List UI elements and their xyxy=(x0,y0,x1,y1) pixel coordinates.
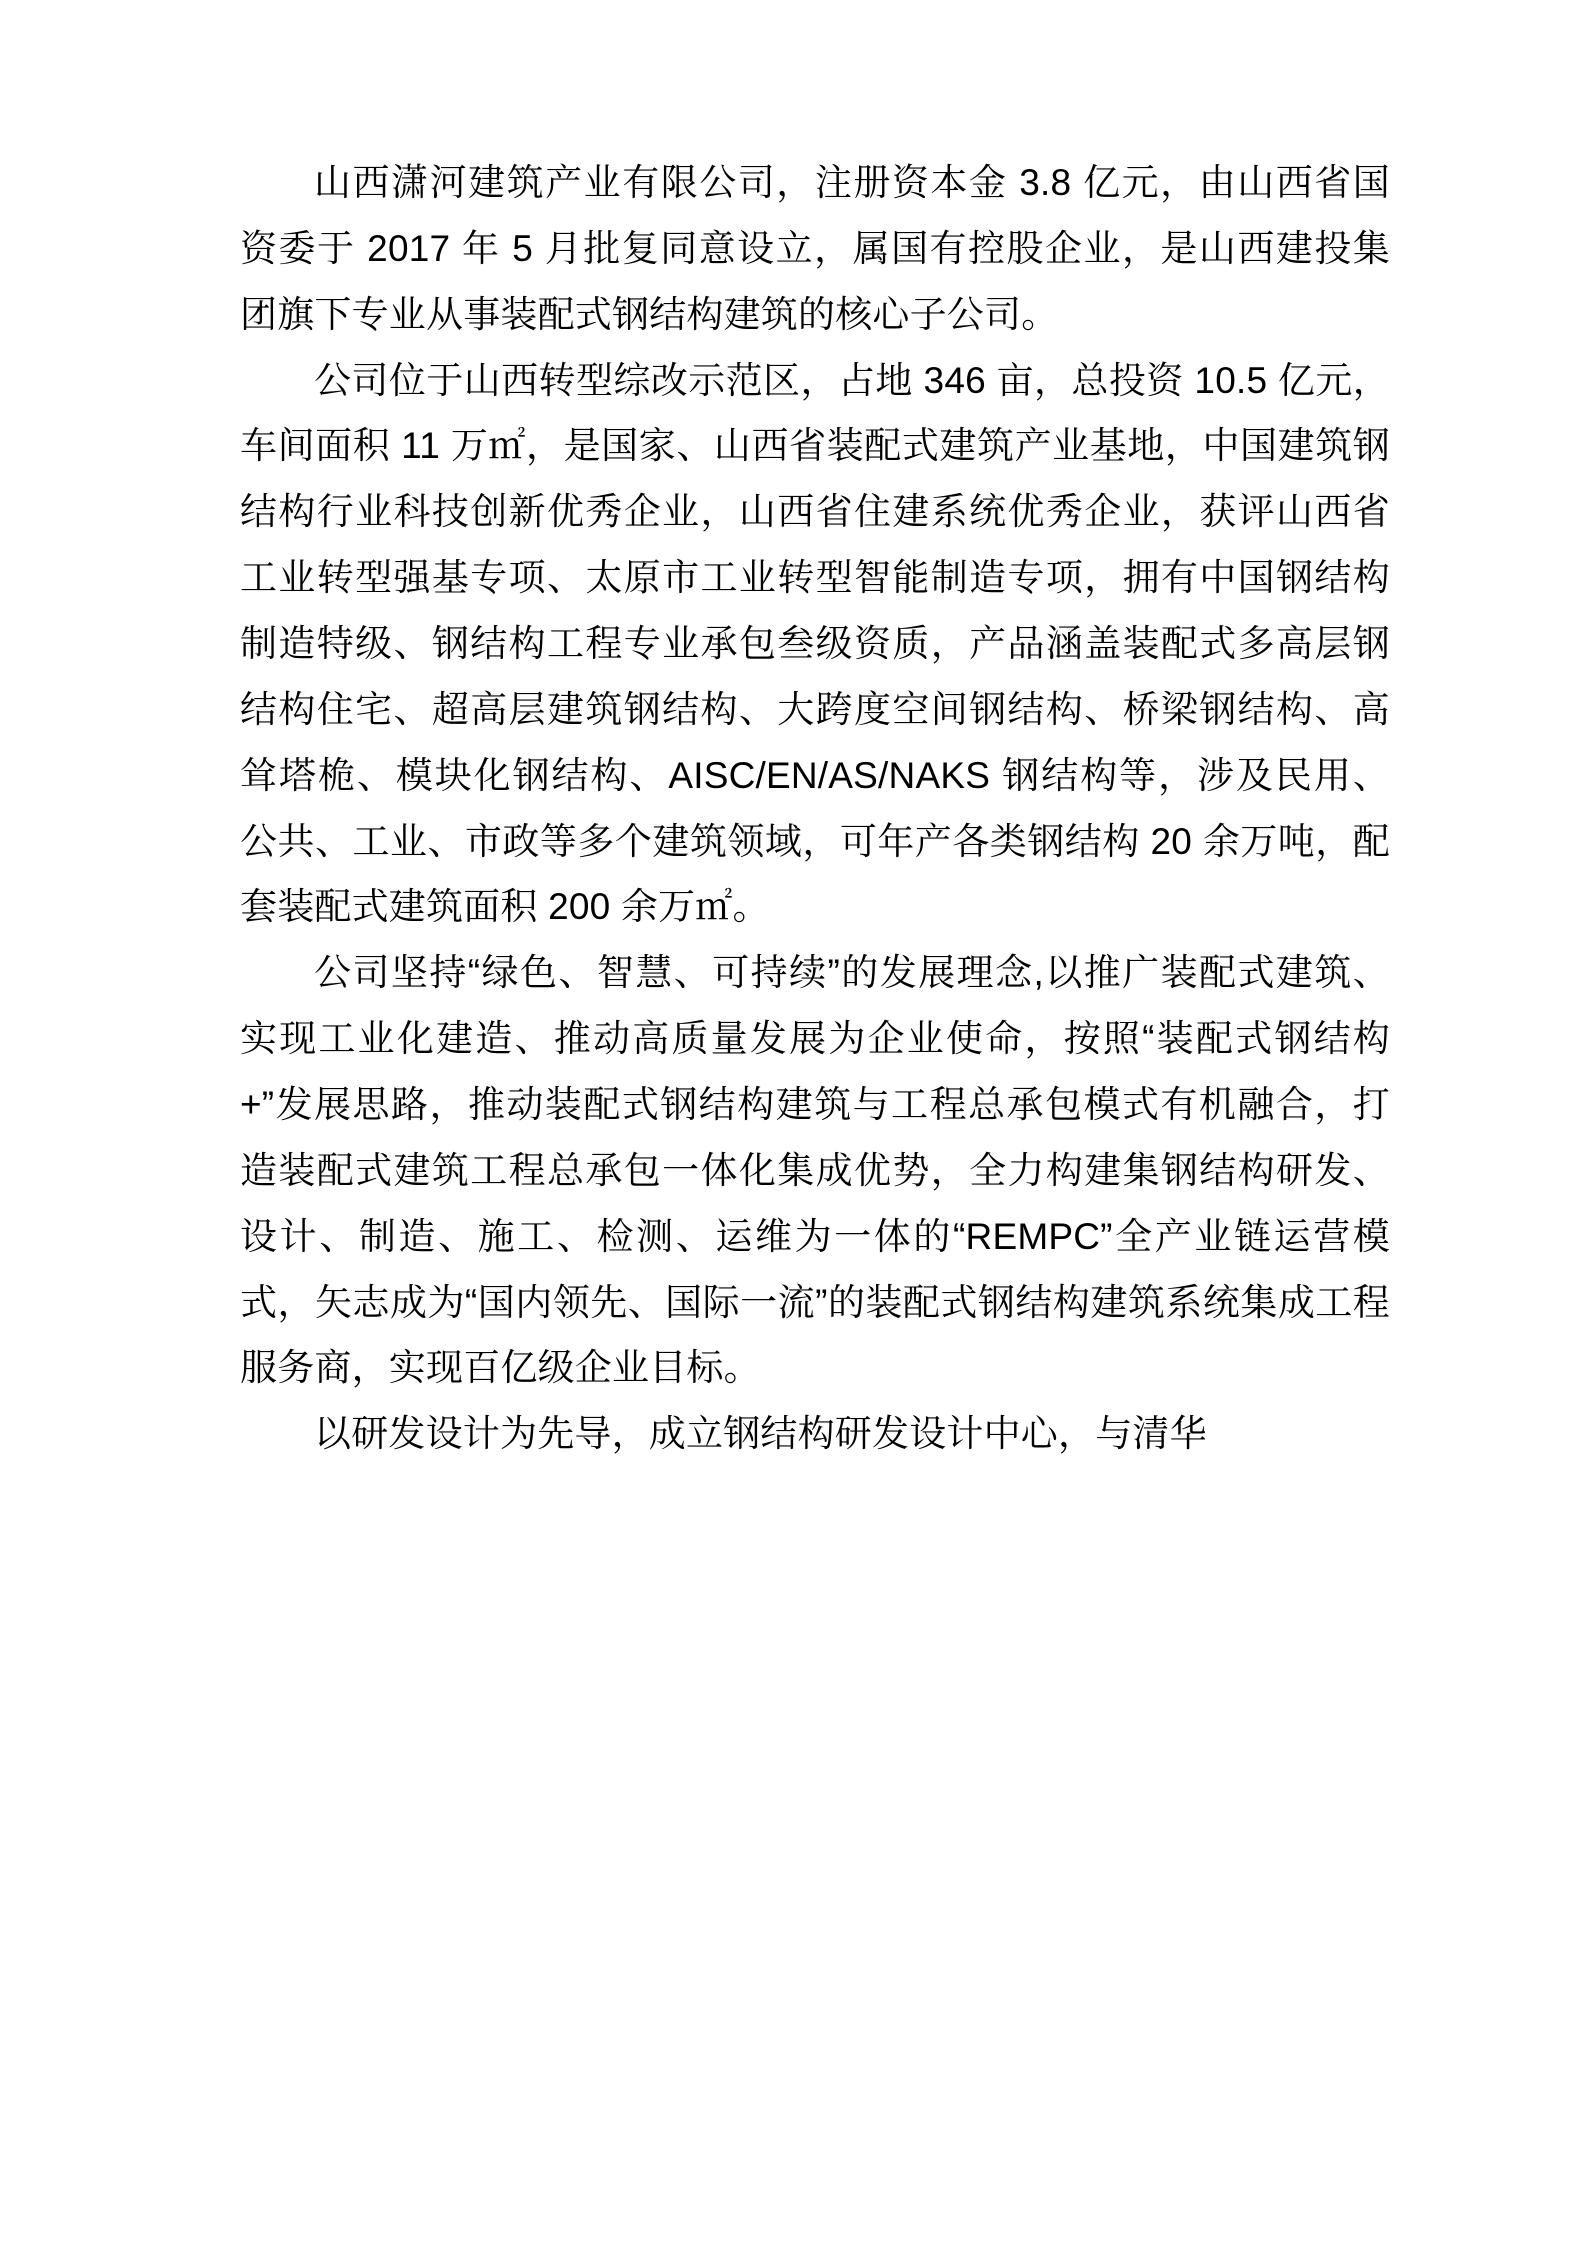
paragraph-research-and-design: 以研发设计为先导，成立钢结构研发设计中心，与清华 xyxy=(314,1413,1207,1455)
paragraph-company-overview: 山西潇河建筑产业有限公司，注册资本金 3.8 亿元，由山西省国资委于 2017 年 5 月批复同意设立，属国有控股企业，是山西建投集团旗下专业从事装配式钢结构建筑的核心子公司。 xyxy=(240,162,1390,335)
document-body xyxy=(240,150,1390,1467)
paragraph-location-and-capacity: 公司位于山西转型综改示范区，占地 346 亩，总投资 10.5 亿元，车间面积 11 万㎡，是国家、山西省装配式建筑产业基地，中国建筑钢结构行业科技创新优秀企业，山西省住建系统优秀企业，获评山西省工业转型强基专项、太原市工业转型智能制造专项，拥有中国钢结构制造特级、钢结构工程专业承包叁级资质，产品涵盖装配式多高层钢结构住宅、超高层建筑钢结构、大跨度空间钢结构、桥梁钢结构、高耸塔桅、模块化钢结构、AISC/EN/AS/NAKS 钢结构等，涉及民用、公共、工业、市政等多个建筑领域，可年产各类钢结构 20 余万吨，配套装配式建筑面积 200 余万㎡。 xyxy=(240,359,1390,928)
paragraph-philosophy-and-mission: 公司坚持“绿色、智慧、可持续”的发展理念,以推广装配式建筑、实现工业化建造、推动高质量发展为企业使命，按照“装配式钢结构+”发展思路，推动装配式钢结构建筑与工程总承包模式有机融合，打造装配式建筑工程总承包一体化集成优势，全力构建集钢结构研发、设计、制造、施工、检测、运维为一体的“REMPC”全产业链运营模式，矢志成为“国内领先、国际一流”的装配式钢结构建筑系统集成工程服务商，实现百亿级企业目标。 xyxy=(240,952,1390,1389)
